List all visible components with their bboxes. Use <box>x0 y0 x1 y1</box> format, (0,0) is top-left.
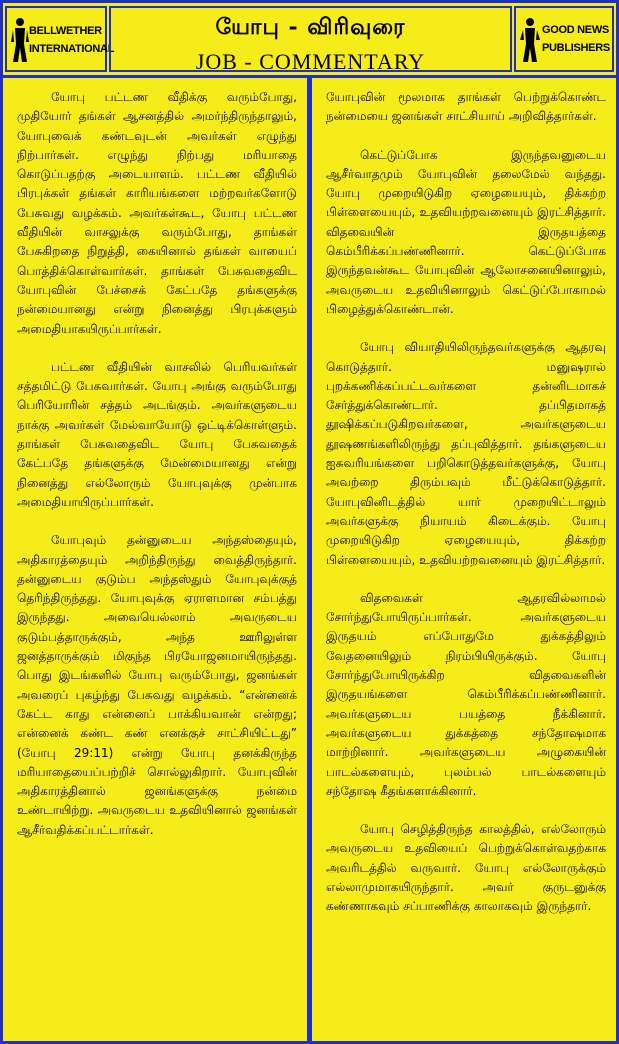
header-band <box>3 3 616 75</box>
good-news-logo-line-1: GOOD NEWS <box>542 24 609 36</box>
bellwether-figure-icon <box>10 16 30 66</box>
right-paragraph-5: யோபு செழித்திருந்த காலத்தில், எல்லோரும் அவருடைய உதவியைப் பெற்றுக்கொள்வதற்காக அவரிடத்தில் வருவார். யோபு எல்லோருக்கும் எல்லாமுமாகயிருந்தார். அவர் குருடனுக்கு கண்ணாகவும் சப்பாணிக்கு காலாகவும் இருந்தார். <box>326 822 606 914</box>
good-news-figure-icon <box>519 16 541 66</box>
bellwether-logo-text <box>29 25 114 56</box>
title-box <box>109 6 512 72</box>
bellwether-logo <box>5 6 115 72</box>
right-paragraph-3: யோபு வியாதியிலிருந்தவர்களுக்கு ஆதரவு கொடுத்தார். மனுஷரால் புறக்கணிக்கப்பட்டவர்களை தன்னிடமாகச் சேர்த்துக்கொண்டார். தப்பிதமாகத் தூஷிக்கப்படுகிறவர்களை, அவர்களுடைய தூஷணங்களிலிருந்து தப்புவித்தார். தங்களுடைய ஐசுவரியங்களை பறிகொடுத்தவர்களுக்கு, யோபு அவற்றை திரும்பவும் மீட்டுக்கொடுத்தார். யோபுவினிடத்தில் யார் முறையிட்டாலும் அவர்களுக்கு நியாயம் கிடைக்கும். யோபு முறையிடுகிற ஏழையையும், திக்கற்ற பிள்ளையையும், உதவியற்றவனையும் இரட்சித்தார். <box>326 340 606 567</box>
left-paragraph-2: பட்டண வீதியின் வாசலில் பெரியவர்கள் சத்தமிட்டு பேசுவார்கள். யோபு அங்கு வரும்போது பெரியோரின் சத்தம் அடங்கும். அவர்களுடைய நாக்கு அவர்கள் மேல்வாயோடு ஒட்டிக்கொள்ளும். தாங்கள் பேசுவதைவிட யோபு பேசுவதைக் கேட்பதே தங்களுக்கு மேன்மையானது என்று நினைத்து எல்லோரும் யோபுவுக்கு முன்பாக அமைதியாயிருப்பார்கள். <box>17 359 297 509</box>
right-paragraph-4: விதவைகள் ஆதரவில்லாமல் சோர்ந்துபோயிருப்பார்கள். அவர்களுடைய இருதயம் எப்போதுமே துக்கத்திலும் வேதனையிலும் நிரம்பியிருக்கும். யோபு சோர்ந்துபோயிருக்கிற விதவைகளின் இருதயங்களை கெம்பீரிக்கப்பண்ணினார். அவர்களுடைய பயத்தை நீக்கினார். அவர்களுடைய துக்கத்தை சந்தோஷமாக மாற்றினார். அவர்களுடைய அழுகையின் பாடல்களையும், புலம்பல் பாடல்களையும் சந்தோஷ கீதங்களாக்கினார். <box>326 590 606 798</box>
left-paragraph-1: யோபு பட்டண வீதிக்கு வரும்போது, முதியோர் தங்கள் ஆசனத்தில் அமர்ந்திருந்தாலும், யோபுவைக் கண்டவுடன் அவர்கள் எழுந்து நிற்பார்கள். எழுந்து நிற்பது மரியாதை கொடுப்பதற்கு அடையாளம். பட்டண வீதியில் பிரபுக்கள் தங்கள் காரியங்களை மற்றவர்களோடு பேசுவது வழக்கம். அவர்கள்கூட, யோபு பட்டண வீதியின் வாசலுக்கு வரும்போது, தாங்கள் பேசுகிறதை நிறுத்தி, கையினால் தங்கள் வாயைப் பொத்திக்கொள்வார்கள். தாங்கள் பேசுவதைவிட யோபுவின் பேச்சைக் கேட்பதே தங்களுக்கு நன்மையானது என்று நினைத்து பிரபுக்களும் அமைதியாகயிருப்பார்கள். <box>17 90 297 336</box>
right-paragraph-1: யோபுவின் மூலமாக தாங்கள் பெற்றுக்கொண்ட நன்மையை ஜனங்கள் சாட்சியாய் அறிவித்தார்கள். <box>326 90 606 124</box>
right-column <box>312 78 616 1041</box>
bellwether-logo-line-1: BELLWETHER <box>29 25 102 37</box>
right-paragraph-2: கெட்டுப்போக இருந்தவனுடைய ஆசீர்வாதமும் யோபுவின் தலைமேல் வந்தது. யோபு முறையிடுகிற ஏழையையும், திக்கற்ற பிள்ளையையும், உதவியற்றவனையும் இரட்சித்தார். விதவையின் இருதயத்தை கெம்பீரிக்கப்பண்ணினார். கெட்டுப்போக இருந்தவன்கூட யோபுவின் ஆலோசனையினாலும், அவருடைய உதவியினாலும் கெட்டுப்போகாமல் பிழைத்துக்கொண்டான். <box>326 147 606 316</box>
bellwether-logo-line-2: INTERNATIONAL <box>29 43 115 55</box>
title-english: JOB - COMMENTARY <box>195 49 426 74</box>
title-tamil: யோபு - விரிவுரை <box>215 14 406 40</box>
good-news-logo <box>514 6 614 72</box>
left-paragraph-3: யோபுவும் தன்னுடைய அந்தஸ்தையும், அதிகாரத்தையும் அறிந்திருந்து வைத்திருந்தார். தன்னுடைய குடும்ப அந்தஸ்தும் யோபுவுக்குத் தெரிந்திருந்தது. யோபுவுக்கு ஏராளமான சம்பத்து இருந்தது. அவையெல்லாம் அவருடைய குடும்பத்தாருக்கும், அந்த ஊரிலுள்ள ஜனத்தாருக்கும் மிகுந்த பிரயோஜனமாயிருந்தது. பொது இடங்களில் யோபு வரும்போது, ஜனங்கள் அவரைப் புகழ்ந்து பேசுவது வழக்கம். “என்னைக் கேட்ட காது என்னைப் பாக்கியவான் என்றது; என்னைக் கண்ட கண் எனக்குச் சாட்சியிட்டது” (யோபு 29:11) என்று யோபு தனக்கிருந்த மரியாதையைப்பற்றிச் சொல்லுகிறார். யோபுவின் அதிகாரத்தினால் ஜனங்களுக்கு நன்மை உண்டாயிற்று. அவருடைய உதவியினால் ஜனங்கள் ஆசீர்வதிக்கப்பட்டார்கள். <box>17 533 297 837</box>
good-news-logo-line-2: PUBLISHERS <box>542 42 610 54</box>
good-news-logo-text <box>542 24 610 55</box>
left-column <box>3 78 307 1041</box>
